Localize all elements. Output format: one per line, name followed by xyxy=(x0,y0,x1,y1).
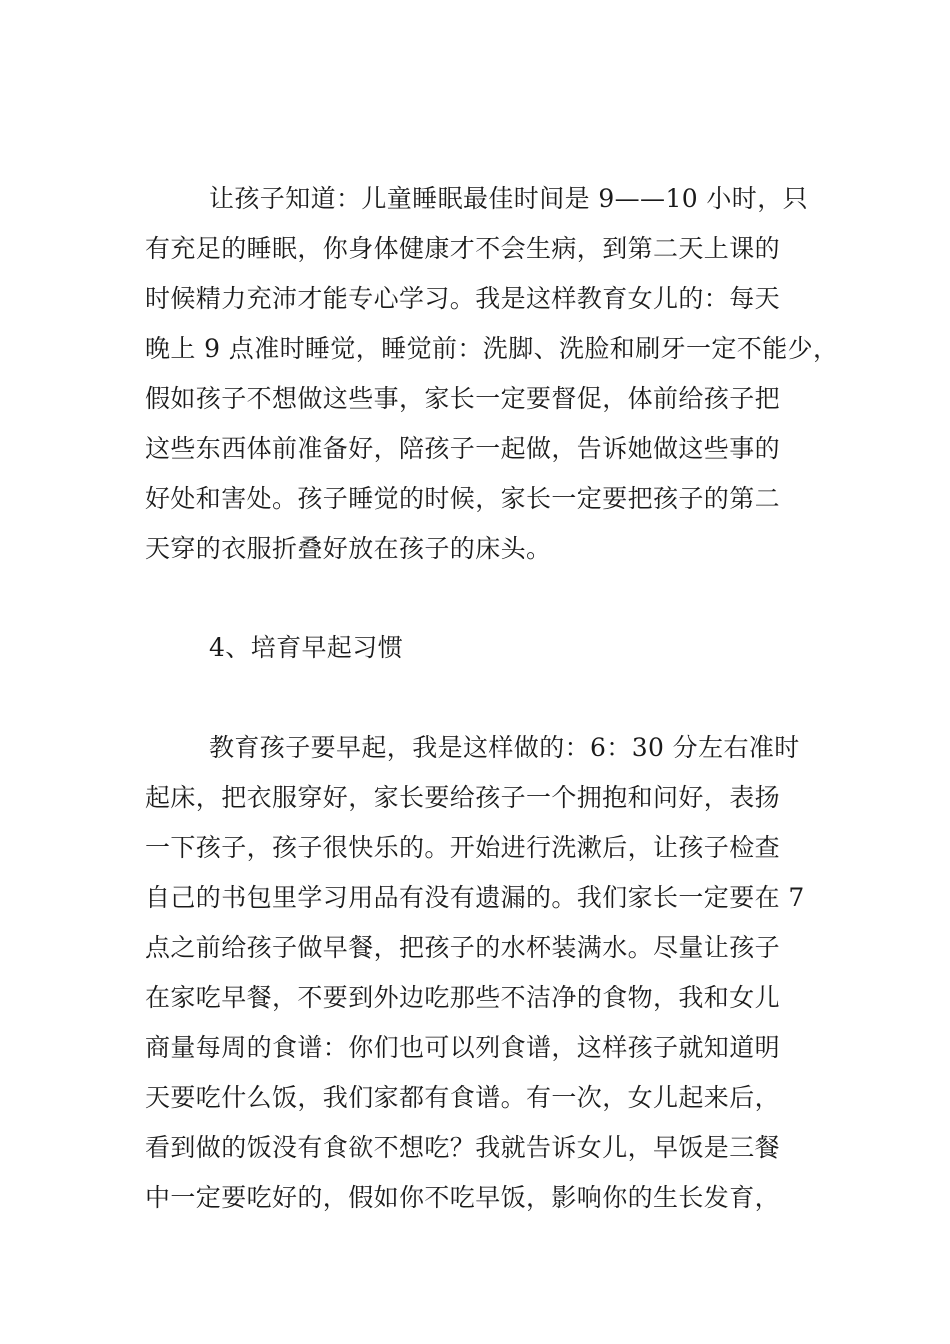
paragraph-2-line-7: 商量每周的食谱：你们也可以列食谱，这样孩子就知道明 xyxy=(145,1033,781,1062)
paragraph-1-line-7: 好处和害处。孩子睡觉的时候，家长一定要把孩子的第二 xyxy=(145,484,781,513)
paragraph-1-line-1: 让孩子知道：儿童睡眠最佳时间是 9——10 小时，只 xyxy=(209,184,809,213)
paragraph-1-line-2: 有充足的睡眠，你身体健康才不会生病，到第二天上课的 xyxy=(145,234,781,263)
paragraph-1-line-5: 假如孩子不想做这些事，家长一定要督促，体前给孩子把 xyxy=(145,384,781,413)
paragraph-2-line-8: 天要吃什么饭，我们家都有食谱。有一次，女儿起来后， xyxy=(145,1083,781,1112)
paragraph-2-line-1: 教育孩子要早起，我是这样做的：6：30 分左右准时 xyxy=(209,733,800,762)
paragraph-2-line-2: 起床，把衣服穿好，家长要给孩子一个拥抱和问好，表扬 xyxy=(145,783,781,812)
paragraph-2-line-10: 中一定要吃好的，假如你不吃早饭，影响你的生长发育， xyxy=(145,1183,781,1212)
paragraph-1-line-3: 时候精力充沛才能专心学习。我是这样教育女儿的：每天 xyxy=(145,284,781,313)
paragraph-1-line-8: 天穿的衣服折叠好放在孩子的床头。 xyxy=(145,534,552,563)
paragraph-2-line-5: 点之前给孩子做早餐，把孩子的水杯装满水。尽量让孩子 xyxy=(145,933,781,962)
paragraph-1-line-4: 晚上 9 点准时睡觉，睡觉前：洗脚、洗脸和刷牙一定不能少， xyxy=(145,334,839,363)
paragraph-1-line-6: 这些东西体前准备好，陪孩子一起做，告诉她做这些事的 xyxy=(145,434,781,463)
paragraph-2-line-6: 在家吃早餐，不要到外边吃那些不洁净的食物，我和女儿 xyxy=(145,983,781,1012)
paragraph-2-line-9: 看到做的饭没有食欲不想吃？我就告诉女儿，早饭是三餐 xyxy=(145,1133,781,1162)
section-heading: 4、培育早起习惯 xyxy=(209,633,404,662)
paragraph-2-line-3: 一下孩子，孩子很快乐的。开始进行洗漱后，让孩子检查 xyxy=(145,833,781,862)
paragraph-2-line-4: 自己的书包里学习用品有没有遗漏的。我们家长一定要在 7 xyxy=(145,883,805,912)
